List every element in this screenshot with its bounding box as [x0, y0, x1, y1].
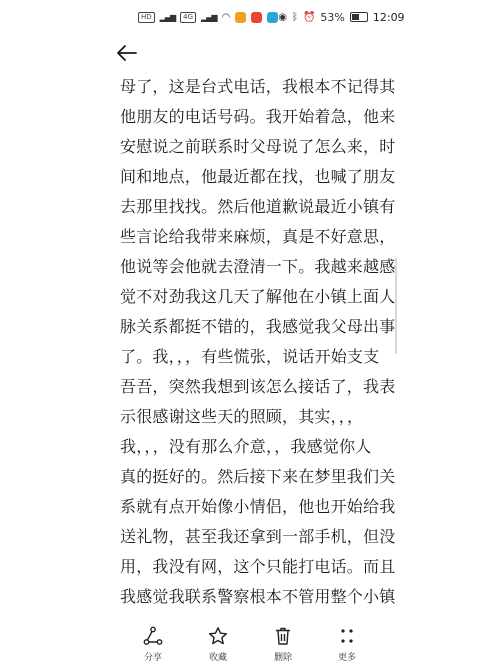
- share-label: 分享: [143, 653, 162, 663]
- app-notification-icon: [235, 12, 246, 23]
- delete-button[interactable]: [258, 626, 308, 663]
- text-line: 我感觉我联系警察根本不管用整个小镇: [120, 587, 396, 606]
- wifi-icon: ◠: [221, 11, 231, 23]
- hd-badge: HD: [138, 12, 155, 23]
- more-button[interactable]: [322, 626, 372, 663]
- scrollbar-thumb[interactable]: [395, 258, 397, 354]
- eye-icon: ◉: [278, 11, 287, 23]
- text-line: 我，，，没有那么介意，，我感觉你人: [120, 437, 372, 456]
- share-icon: [143, 626, 163, 646]
- favorite-label: 收藏: [208, 653, 227, 663]
- bottom-action-bar: [0, 618, 500, 666]
- text-line: 了。我，，，有些慌张，说话开始支支: [120, 347, 380, 366]
- share-button[interactable]: [128, 626, 178, 663]
- app-notification-icon-2: [251, 12, 262, 23]
- app-notification-icon-3: [267, 12, 278, 23]
- text-line: 去那里找找。然后他道歉说最近小镇有: [120, 197, 396, 216]
- text-line: 真的挺好的。然后接下来在梦里我们关: [120, 467, 396, 486]
- more-dots-icon: [337, 626, 357, 646]
- signal-icon: ▂▄▆: [159, 12, 176, 22]
- network-type-badge: 4G: [180, 12, 196, 23]
- text-line: 送礼物，甚至我还拿到一部手机，但没: [120, 527, 396, 546]
- text-line: 吾吾，突然我想到该怎么接话了，我表: [120, 377, 396, 396]
- battery-percent: 53%: [320, 10, 345, 24]
- favorite-button[interactable]: [193, 626, 243, 663]
- article-body[interactable]: [120, 72, 396, 618]
- trash-icon: [273, 626, 293, 646]
- back-arrow-icon: [117, 45, 137, 61]
- delete-label: 删除: [273, 653, 292, 663]
- text-line: 脉关系都挺不错的，我感觉我父母出事: [120, 317, 396, 336]
- text-line: 他说等会他就去澄清一下。我越来越感: [120, 257, 396, 276]
- back-button[interactable]: [114, 40, 140, 66]
- text-line: 系就有点开始像小情侣，他也开始给我: [120, 497, 396, 516]
- text-line: 示很感谢这些天的照顾，其实，，，: [120, 407, 364, 426]
- clock: 12:09: [372, 10, 405, 24]
- text-line: 间和地点，他最近都在找，也喊了朋友: [120, 167, 396, 186]
- signal-icon-2: ▂▄▆: [201, 12, 217, 22]
- star-icon: [208, 626, 228, 646]
- text-line: 母了，这是台式电话，我根本不记得其: [120, 77, 396, 96]
- battery-icon: [350, 12, 368, 22]
- status-left: [138, 12, 278, 23]
- text-line: 觉不对劲我这几天了解他在小镇上面人: [120, 287, 396, 306]
- text-line: 他朋友的电话号码。我开始着急，他来: [120, 107, 396, 126]
- status-right: [278, 11, 404, 24]
- more-label: 更多: [337, 653, 356, 663]
- text-line: 用，我没有网，这个只能打电话。而且: [120, 557, 396, 576]
- alarm-icon: ⏰: [302, 11, 316, 23]
- text-line: 些言论给我带来麻烦，真是不好意思，: [120, 227, 396, 246]
- bluetooth-icon: ᛒ: [291, 11, 298, 23]
- text-line: 安慰说之前联系时父母说了怎么来，时: [120, 137, 396, 156]
- status-bar: [0, 0, 500, 34]
